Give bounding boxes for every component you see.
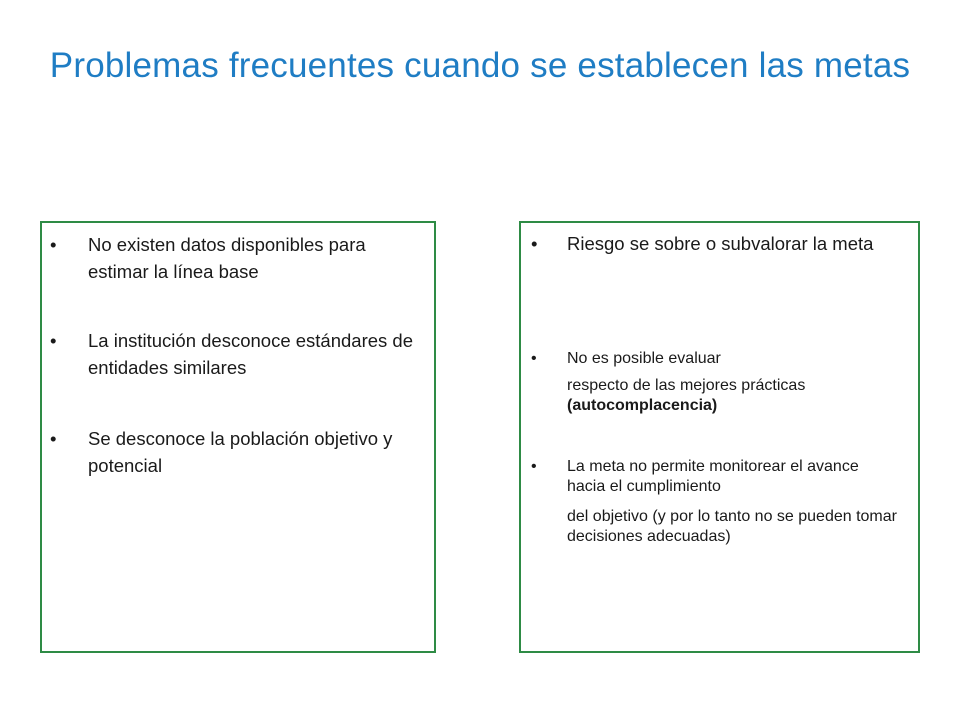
bullet-icon: •	[531, 350, 537, 367]
list-item-text: La meta no permite monitorear el avance hacia el cumplimiento	[567, 458, 859, 495]
list-item-text: Se desconoce la población objetivo y potencial	[88, 428, 393, 476]
slide-title: Problemas frecuentes cuando se establecen las metas	[49, 46, 911, 85]
continuation-text: del objetivo (y por lo tanto no se pueden tomar decisiones adecuadas)	[567, 508, 897, 545]
list-item-text: Riesgo se sobre o subvalorar la meta	[567, 233, 874, 254]
bullet-icon: •	[50, 330, 57, 351]
bullet-icon: •	[531, 458, 537, 475]
continuation-text	[567, 376, 912, 416]
list-item-text: No es posible evaluar	[567, 350, 721, 367]
bullet-icon: •	[50, 234, 57, 255]
continuation-bold: (autocomplacencia)	[567, 397, 718, 414]
list-item-text: No existen datos disponibles para estimar la línea base	[88, 234, 366, 282]
bullet-icon: •	[531, 233, 538, 254]
continuation-plain: respecto de las mejores prácticas	[567, 377, 806, 394]
bullet-icon: •	[50, 428, 57, 449]
left-content-box	[40, 221, 436, 653]
list-item-text: La institución desconoce estándares de entidades similares	[88, 330, 413, 378]
right-content-box	[519, 221, 920, 653]
